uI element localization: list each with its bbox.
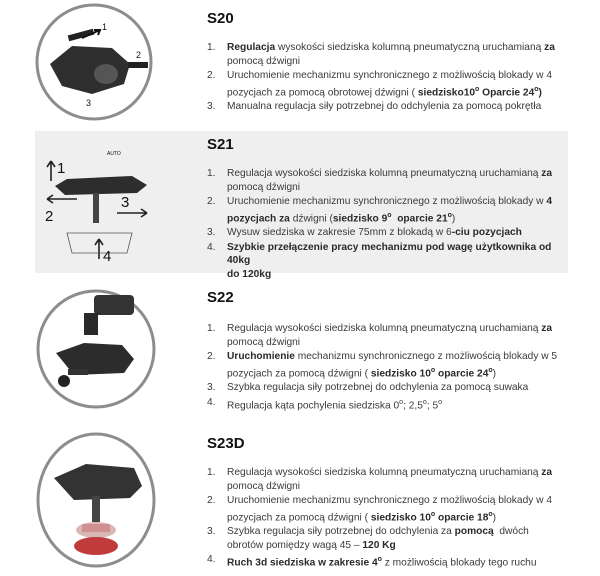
- feature-item: [207, 350, 577, 380]
- thumb-label: 1: [102, 22, 108, 32]
- degree-mark: o: [534, 85, 539, 93]
- feature-text: siedzisko10: [417, 86, 476, 98]
- feature-text: za: [541, 168, 553, 179]
- feature-text: ; 5: [426, 400, 439, 412]
- feature-text: Uruchomienie: [227, 351, 295, 362]
- product-section-s21: [35, 131, 568, 280]
- feature-text: Wysuw siedziska w zakresie 75mm z blokadą w 6: [227, 227, 452, 239]
- feature-item: [207, 241, 562, 282]
- feature-text: siedzisko 10: [370, 511, 431, 523]
- feature-text: siedzisko 9: [332, 212, 388, 224]
- feature-number: 2.: [207, 196, 216, 207]
- thumb-label: 4: [103, 248, 112, 265]
- feature-text: wysokości siedziska kolumną pneumatyczną uruchamianą: [275, 42, 545, 53]
- feature-item: [207, 195, 562, 225]
- feature-number: 4.: [207, 396, 216, 408]
- product-section-s20: [0, 0, 600, 125]
- feature-number: 3.: [207, 101, 216, 113]
- degree-mark: o: [488, 510, 493, 518]
- thumb-label: 2: [45, 208, 54, 225]
- feature-number: 2.: [207, 351, 216, 362]
- feature-text: pomocą: [454, 526, 494, 538]
- feature-text: Regulacja wysokości siedziska kolumną pneumatyczną uruchamianą: [227, 323, 542, 334]
- degree-mark: o: [447, 211, 452, 219]
- feature-text: Szybkie przełączenie pracy mechanizmu pod wagę użytkownika od 40kg do 120kg: [227, 241, 552, 280]
- feature-item: [207, 494, 582, 524]
- feature-item: [207, 525, 582, 552]
- degree-mark: o: [488, 366, 493, 374]
- feature-text: pomocą dźwigni: [227, 55, 301, 67]
- degree-mark: o: [438, 398, 443, 406]
- degree-mark: o: [387, 211, 392, 219]
- feature-text: ): [538, 86, 542, 98]
- feature-text: Uruchomienie mechanizmu synchronicznego z możliwością blokady w: [227, 196, 547, 207]
- mechanism-s21-diagram: [37, 141, 167, 266]
- feature-number: 1.: [207, 323, 216, 334]
- degree-mark: o: [377, 556, 382, 564]
- feature-number: 3.: [207, 382, 216, 394]
- degree-mark: o: [422, 398, 427, 406]
- feature-item: [207, 553, 582, 570]
- product-section-s23d: [0, 425, 600, 575]
- feature-text: ; 2,5: [403, 400, 423, 412]
- feature-text: pomocą dźwigni: [227, 181, 301, 193]
- feature-number: 4.: [207, 241, 216, 253]
- degree-mark: o: [475, 85, 480, 93]
- feature-text: siedzisko 10: [370, 367, 431, 379]
- feature-text: Uruchomienie mechanizmu synchronicznego z możliwością blokady w 4 pozycjach za pomocą obrotowej dźwigni (: [227, 70, 553, 98]
- product-code: S21: [207, 136, 234, 153]
- feature-text: Szybka regulacja siły potrzebnej do odchylenia za pomocą suwaka: [227, 382, 529, 394]
- product-code: S23D: [207, 435, 245, 452]
- feature-text: pozycjach za: [227, 212, 290, 224]
- feature-text: oparcie 21: [391, 212, 448, 224]
- feature-text: Ruch 3d siedziska w zakresie 4: [227, 557, 378, 569]
- mechanism-s23d-image: [34, 430, 158, 570]
- feature-list: [207, 466, 582, 571]
- feature-item: [207, 322, 577, 349]
- feature-number: 2.: [207, 495, 216, 506]
- product-section-s22: [0, 282, 600, 422]
- feature-item: [207, 226, 562, 240]
- feature-text: Regulacja kąta pochylenia siedziska 0: [227, 400, 400, 412]
- feature-item: [207, 381, 577, 395]
- feature-item: [207, 69, 577, 99]
- feature-text: -ciu pozycjach: [451, 227, 522, 239]
- feature-text: Regulacja wysokości siedziska kolumną pneumatyczną uruchamianą: [227, 467, 542, 478]
- feature-text: Oparcie 24: [479, 86, 535, 98]
- degree-mark: o: [399, 398, 404, 406]
- feature-text: 4: [546, 196, 553, 207]
- auto-label: AUTO: [107, 151, 121, 157]
- degree-mark: o: [430, 366, 436, 374]
- feature-text: ): [451, 212, 456, 224]
- feature-item: [207, 100, 577, 114]
- feature-text: Szybka regulacja siły potrzebnej do odchylenia za: [227, 526, 455, 538]
- mechanism-s20-image: [32, 2, 156, 122]
- mechanism-s22-image: [34, 287, 158, 411]
- feature-list: [207, 322, 577, 414]
- feature-text: Uruchomienie mechanizmu synchronicznego z możliwością blokady w 4 pozycjach za pomocą dźwigni (: [227, 495, 553, 523]
- product-code: S22: [207, 289, 234, 306]
- feature-text: 120 Kg: [362, 539, 396, 551]
- feature-number: 3.: [207, 227, 216, 239]
- feature-text: dźwigni (: [289, 212, 333, 224]
- feature-item: [207, 396, 577, 413]
- feature-text: pomocą dźwigni: [227, 480, 301, 492]
- feature-text: za: [541, 467, 553, 478]
- feature-number: 3.: [207, 526, 216, 538]
- feature-text: z możliwością blokady tego ruchu: [381, 557, 537, 569]
- feature-text: oparcie 18: [435, 511, 489, 523]
- thumb-label: 3: [86, 98, 92, 108]
- feature-text: mechanizmu synchronicznego z możliwością blokady w 5 pozycjach za pomocą dźwigni (: [227, 351, 558, 379]
- degree-mark: o: [430, 510, 436, 518]
- feature-text: za: [541, 323, 553, 334]
- feature-number: 1.: [207, 168, 216, 179]
- feature-text: ): [492, 367, 497, 379]
- thumb-label: 3: [121, 194, 130, 211]
- feature-number: 2.: [207, 70, 216, 81]
- feature-item: [207, 466, 582, 493]
- feature-text: dwóch obrotów pomiędzy wagą 45 –: [227, 526, 529, 551]
- feature-text: pomocą dźwigni: [227, 336, 301, 348]
- feature-item: [207, 167, 562, 194]
- thumb-label: 2: [136, 50, 142, 60]
- feature-list: [207, 41, 577, 115]
- product-code: S20: [207, 10, 234, 27]
- feature-text: Regulacja: [227, 42, 276, 53]
- feature-text: Manualna regulacja siły potrzebnej do odchylenia za pomocą pokrętła: [227, 101, 542, 113]
- feature-item: [207, 41, 577, 68]
- feature-number: 4.: [207, 554, 216, 566]
- feature-text: za: [544, 42, 555, 53]
- feature-number: 1.: [207, 42, 216, 53]
- feature-number: 1.: [207, 467, 216, 478]
- thumb-label: 1: [57, 160, 66, 177]
- feature-list: [207, 167, 562, 282]
- feature-text: Regulacja wysokości siedziska kolumną pneumatyczną uruchamianą: [227, 168, 542, 179]
- feature-text: oparcie 24: [435, 367, 489, 379]
- feature-text: ): [492, 511, 497, 523]
